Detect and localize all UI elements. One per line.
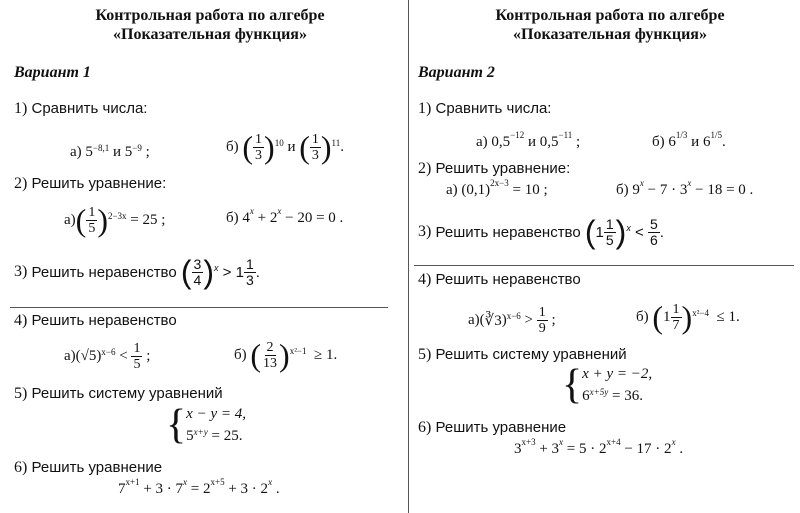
- v1-task3: 3) Решить неравенство ( $\frac{3}{4}$ ) $^x$ > 1 $\frac{1}{3}$ .: [14, 254, 260, 290]
- v1-task6-equation: $7^{x+1} + 3 \cdot 7^x = 2^{x+5} + 3 \cdot 2^x$ .: [118, 477, 280, 497]
- v1-task2-heading: 2) Решить уравнение:: [14, 175, 167, 192]
- right-separator: [414, 265, 794, 266]
- v1-header: [40, 6, 380, 44]
- v2-task3: 3) Решить неравенство ( 1 $\frac{1}{5}$ ) $^x$ < $\frac{5}{6}$ .: [418, 214, 664, 250]
- v1-task4-b: б) ( $\frac{2}{13}$ ) $^{x^2-1}$ ≥ 1.: [234, 337, 338, 373]
- v1-task2-b: б) $4^x + 2^x - 20 = 0$ .: [226, 206, 344, 226]
- v1-task5-heading: 5) Решить систему уравнений: [14, 385, 223, 402]
- v2-task1-b: б) $6^{1/3}$ и $6^{1/5}$.: [652, 130, 726, 150]
- v2-task5-system: { x + y = −2, $6^{x+5y} = 36$.: [562, 362, 653, 408]
- v2-task2-b: б) $9^x - 7 \cdot 3^x - 18 = 0$ .: [616, 178, 754, 198]
- v1-task1-a: а) 5 $^{-8,1}$ и 5 $^{-9}$ ;: [70, 143, 150, 160]
- v2-subtitle: «Показательная функция»: [513, 26, 707, 43]
- v2-task4-heading: 4) Решить неравенство: [418, 271, 581, 288]
- v1-task1-b: б) ( $\frac{1}{3}$ ) $^{10}$ и ( $\frac{1}{3}$ ) $^{11}$ .: [226, 129, 344, 165]
- v1-subtitle: «Показательная функция»: [113, 26, 307, 43]
- v2-task4-a: а) ( ∛3 ) $^{x-6}$ > $\frac{1}{9}$ ;: [468, 304, 556, 336]
- v1-task1-heading: 1) Сравнить числа:: [14, 100, 148, 117]
- v2-title: Контрольная работа по алгебре: [495, 7, 725, 24]
- v2-task2-a: а) $(0,1)^{2x-3} = 10$ ;: [446, 178, 548, 198]
- v2-header: [440, 6, 780, 44]
- v1-title: Контрольная работа по алгебре: [95, 7, 325, 24]
- v1-task6-heading: 6) Решить уравнение: [14, 459, 163, 476]
- v1-task2-a: а) ( $\frac{1}{5}$ ) $^{2-3x}$ = 25 ;: [64, 202, 166, 238]
- v2-task2-heading: 2) Решить уравнение:: [418, 160, 571, 177]
- v1-task4-heading: 4) Решить неравенство: [14, 312, 177, 329]
- v2-task1-a: а) $0,5^{-12}$ и $0,5^{-11}$ ;: [476, 130, 581, 150]
- v1-variant-label: Вариант 1: [14, 64, 91, 81]
- v2-variant-label: Вариант 2: [418, 64, 495, 81]
- v2-task1-heading: 1) Сравнить числа:: [418, 100, 552, 117]
- v2-task6-heading: 6) Решить уравнение: [418, 419, 567, 436]
- column-divider: [408, 0, 409, 513]
- v1-task4-a: а) ( √5 ) $^{x-6}$ < $\frac{1}{5}$ ;: [64, 340, 151, 372]
- v1-task5-system: { x − y = 4, $5^{x+y} = 25$.: [166, 402, 246, 448]
- left-separator: [10, 307, 388, 308]
- v2-task4-b: б) ( 1 $\frac{1}{7}$ ) $^{x^2-4}$ ≤ 1.: [636, 299, 740, 335]
- v2-task6-equation: $3^{x+3} + 3^x = 5 \cdot 2^{x+4} - 17 \cdot 2^x$ .: [514, 437, 684, 457]
- v2-task5-heading: 5) Решить систему уравнений: [418, 346, 627, 363]
